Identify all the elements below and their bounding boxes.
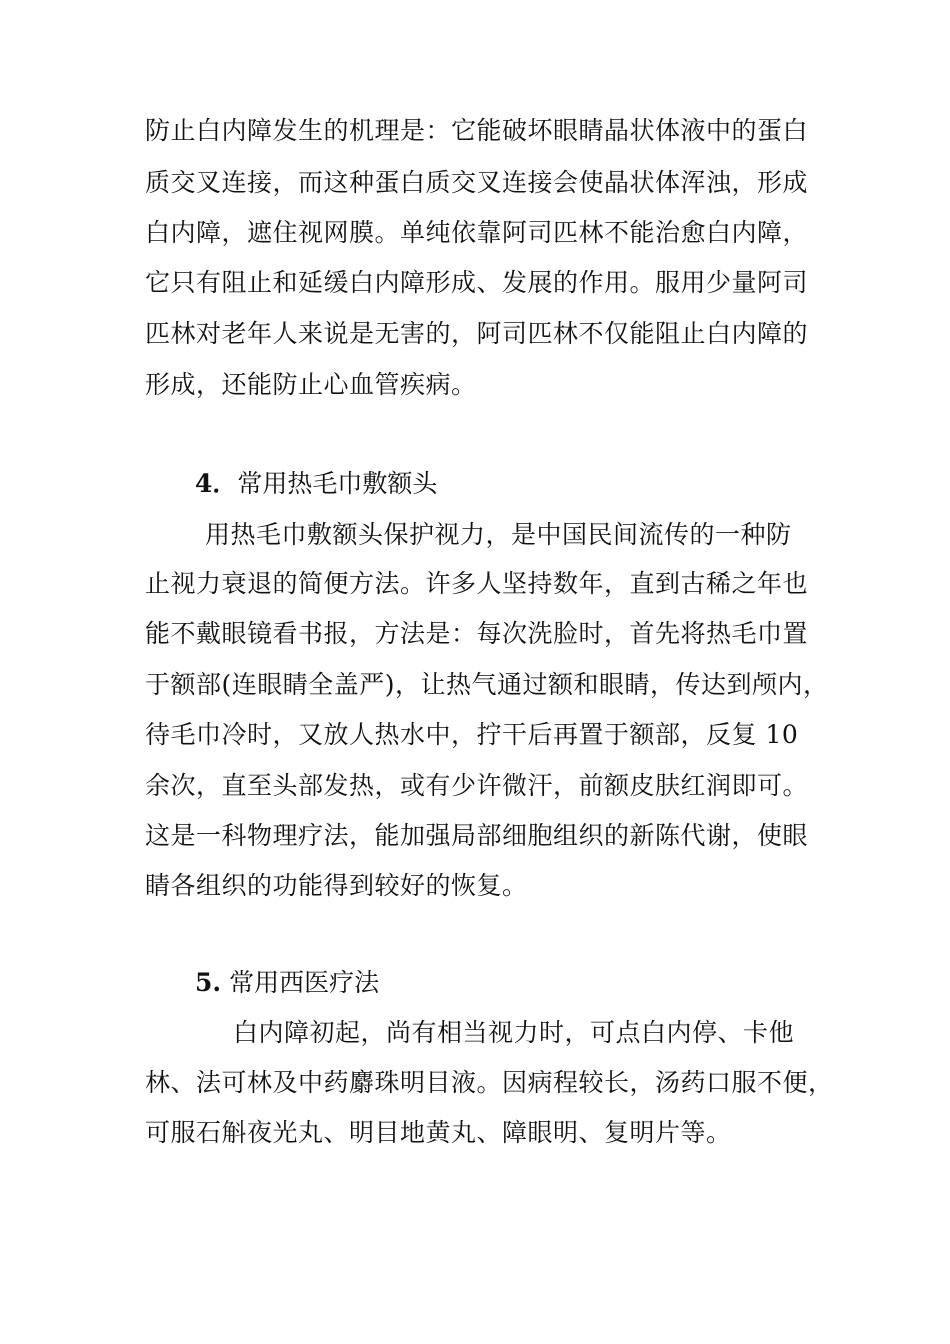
paragraph-line: 用热毛巾敷额头保护视力，是中国民间流传的一种防	[205, 520, 792, 549]
paragraph-line: 形成，还能防止心血管疾病。	[145, 370, 477, 399]
section-heading-5	[195, 966, 379, 1000]
paragraph-line: 匹林对老年人来说是无害的，阿司匹林不仅能阻止白内障的	[145, 319, 809, 348]
paragraph-line: 可服石斛夜光丸、明目地黄丸、障眼明、复明片等。	[145, 1118, 732, 1147]
section-number: 5.	[195, 968, 222, 997]
section-title: 常用热毛巾敷额头	[237, 469, 438, 498]
paragraph-line: 林、法可林及中药麝珠明目液。因病程较长，汤药口服不便，	[145, 1068, 834, 1097]
paragraph-line: 它只有阻止和延缓白内障形成、发展的作用。服用少量阿司	[145, 268, 809, 297]
paragraph-line: 这是一科物理疗法，能加强局部细胞组织的新陈代谢，使眼	[145, 821, 809, 850]
paragraph-line: 能不戴眼镜看书报，方法是：每次洗脸时，首先将热毛巾置	[145, 619, 809, 648]
paragraph-line: 于额部(连眼睛全盖严)，让热气通过额和眼睛，传达到颅内，	[145, 670, 829, 699]
paragraph-line: 止视力衰退的简便方法。许多人坚持数年，直到古稀之年也	[145, 569, 809, 598]
paragraph-line: 防止白内障发生的机理是：它能破坏眼睛晶状体液中的蛋白	[145, 116, 809, 145]
paragraph-line: 待毛巾冷时，又放人热水中，拧干后再置于额部，反复 10	[145, 720, 799, 749]
section-title: 常用西医疗法	[229, 968, 380, 997]
section-number: 4．	[195, 469, 238, 498]
paragraph-line: 睛各组织的功能得到较好的恢复。	[145, 871, 528, 900]
paragraph-line: 白内障初起，尚有相当视力时，可点白内停、卡他	[233, 1018, 795, 1047]
section-heading-4	[195, 467, 437, 501]
paragraph-line: 白内障，遮住视网膜。单纯依靠阿司匹林不能治愈白内障，	[145, 218, 809, 247]
paragraph-line: 质交叉连接，而这种蛋白质交叉连接会使晶状体浑浊，形成	[145, 168, 809, 197]
paragraph-line: 余次，直至头部发热，或有少许微汗，前额皮肤红润即可。	[145, 771, 809, 800]
